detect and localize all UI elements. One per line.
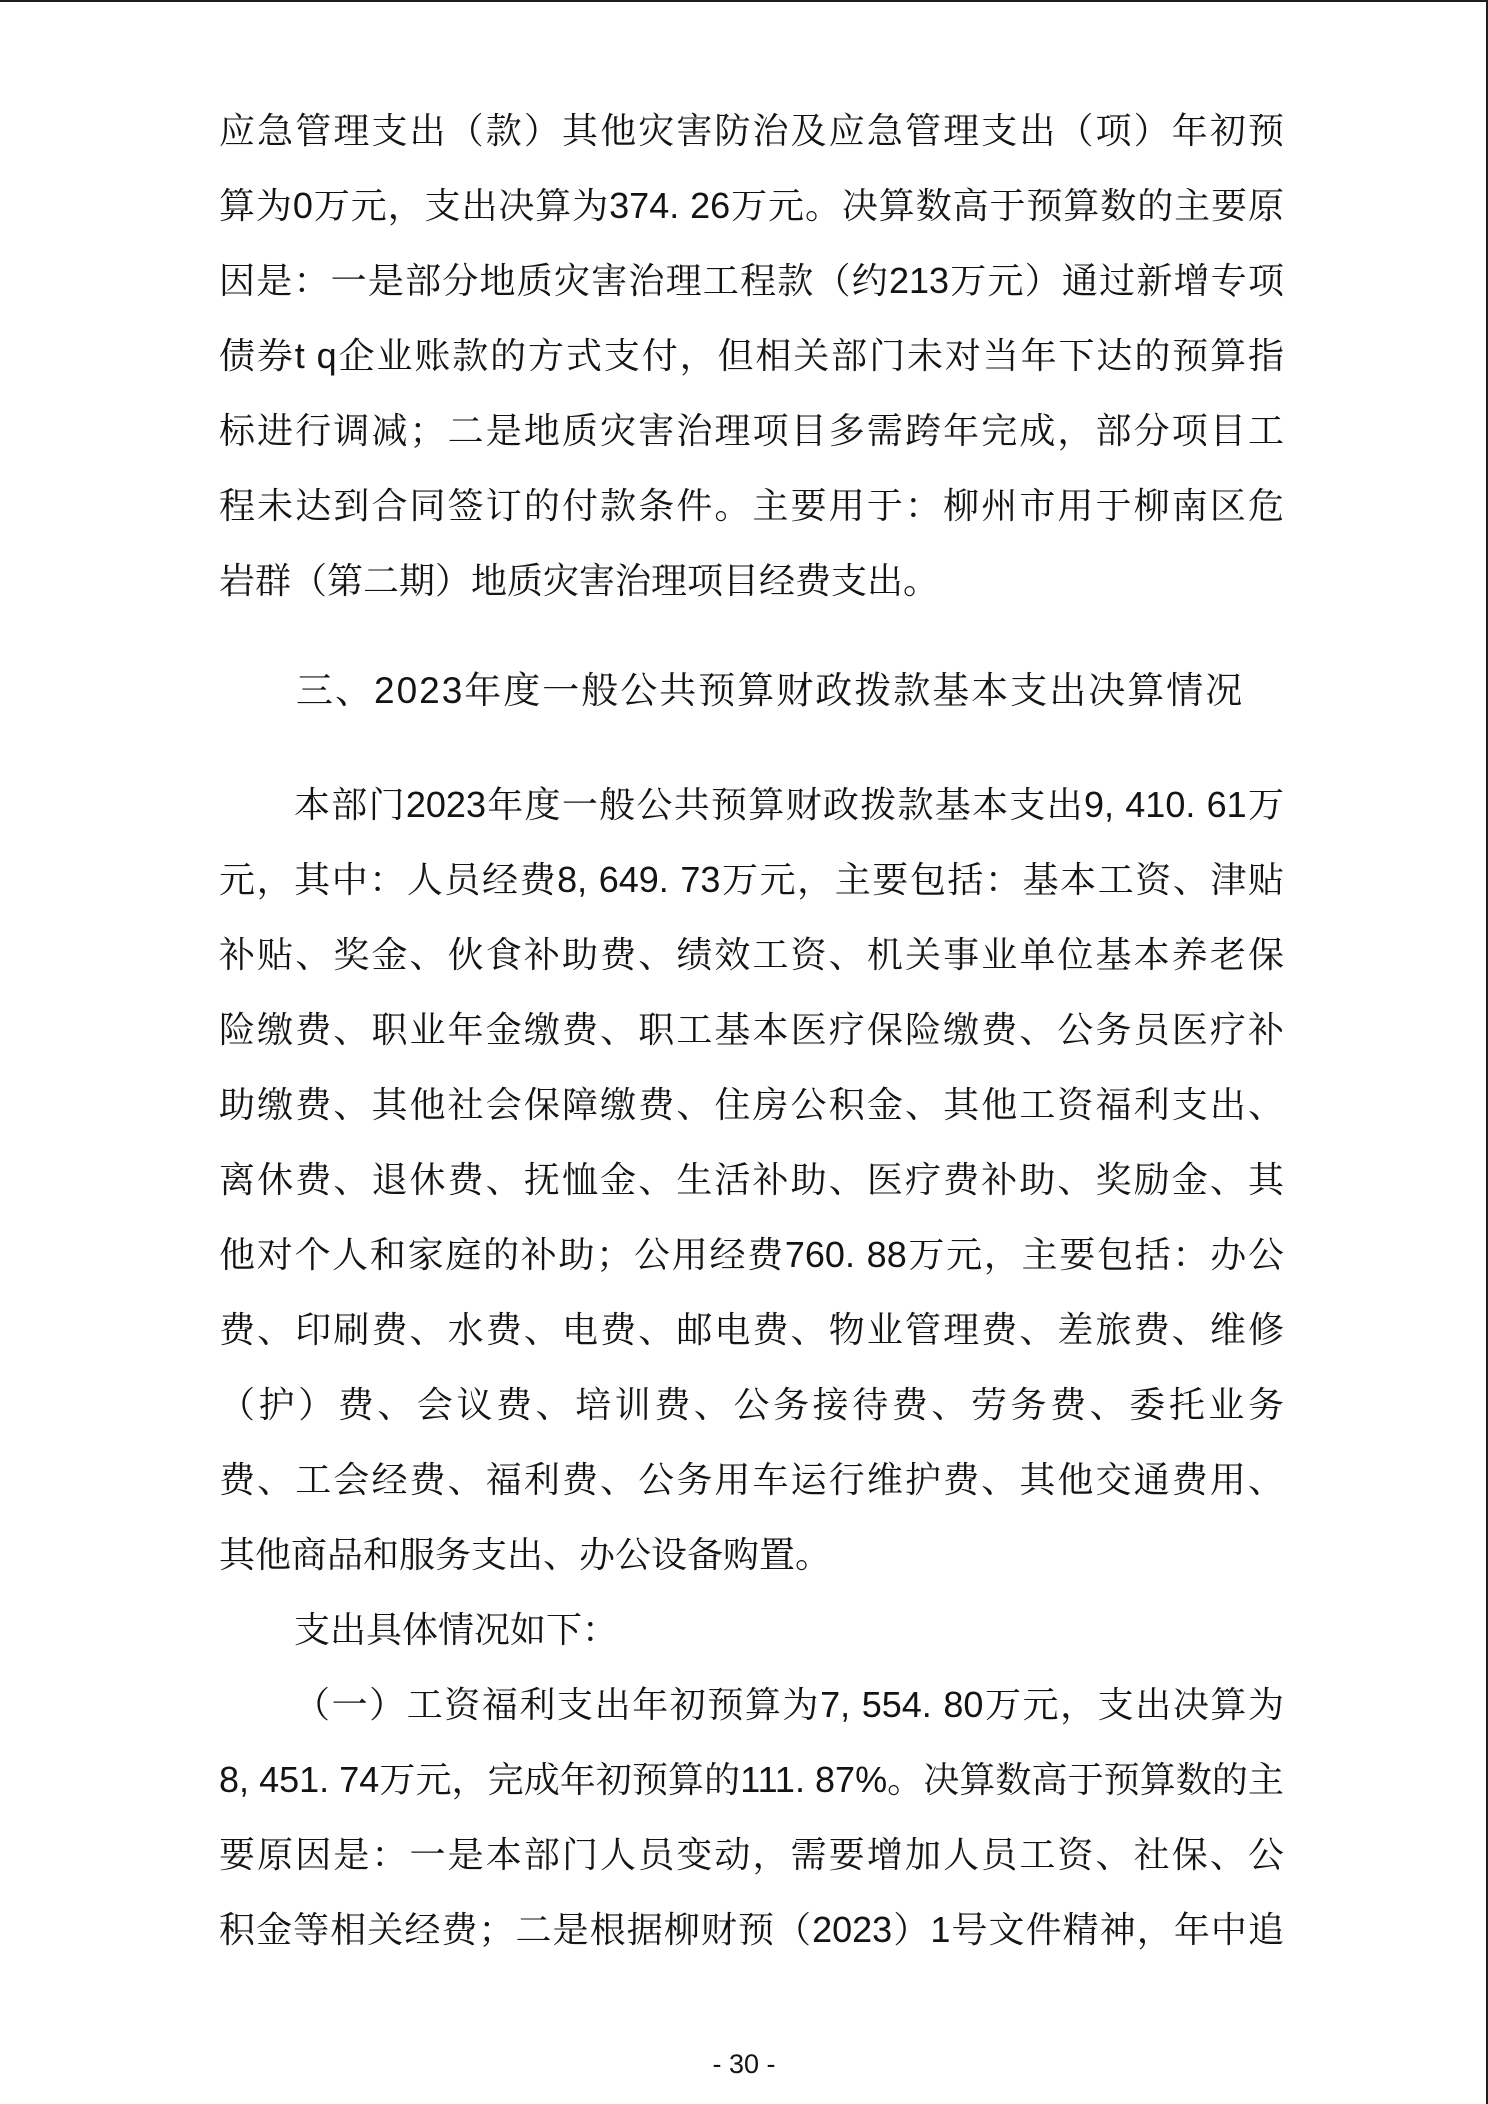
- paragraph: [219, 1592, 1284, 1667]
- text-line: 支出具体情况如下：: [294, 1609, 619, 1650]
- text-line: 本部门2023年度一般公共预算财政拨款基本支出9, 410. 61万: [294, 784, 1284, 825]
- text-line: 要原因是：一是本部门人员变动，需要增加人员工资、社保、公: [219, 1834, 1284, 1875]
- paragraph: [219, 767, 1284, 1592]
- text-line: 算为0万元，支出决算为374. 26万元。决算数高于预算数的主要原: [219, 185, 1284, 226]
- text-line: 债券t q企业账款的方式支付，但相关部门未对当年下达的预算指: [219, 335, 1284, 376]
- body-text: [219, 767, 1284, 1967]
- paragraph: [219, 93, 1284, 618]
- text-line: 他对个人和家庭的补助；公用经费760. 88万元，主要包括：办公: [219, 1234, 1284, 1275]
- paragraph: [219, 1667, 1284, 1967]
- page-number: - 30 -: [712, 2049, 776, 2079]
- text-line: 应急管理支出（款）其他灾害防治及应急管理支出（项）年初预: [219, 110, 1284, 151]
- text-line: （一）工资福利支出年初预算为7, 554. 80万元，支出决算为: [294, 1684, 1284, 1725]
- section-heading: 三、2023年度一般公共预算财政拨款基本支出决算情况: [296, 670, 1245, 711]
- text-line: 岩群（第二期）地质灾害治理项目经费支出。: [219, 560, 940, 601]
- text-line: 元，其中：人员经费8, 649. 73万元，主要包括：基本工资、津贴: [219, 859, 1284, 900]
- text-line: 因是：一是部分地质灾害治理工程款（约213万元）通过新增专项: [219, 260, 1284, 301]
- text-line: 标进行调减；二是地质灾害治理项目多需跨年完成，部分项目工: [219, 410, 1284, 451]
- text-line: 补贴、奖金、伙食补助费、绩效工资、机关事业单位基本养老保: [219, 934, 1284, 975]
- text-line: 费、工会经费、福利费、公务用车运行维护费、其他交通费用、: [219, 1459, 1284, 1500]
- text-line: 程未达到合同签订的付款条件。主要用于：柳州市用于柳南区危: [219, 485, 1284, 526]
- text-line: （护）费、会议费、培训费、公务接待费、劳务费、委托业务: [219, 1384, 1284, 1425]
- page-border-top: [0, 0, 1488, 2]
- text-line: 险缴费、职业年金缴费、职工基本医疗保险缴费、公务员医疗补: [219, 1009, 1284, 1050]
- text-line: 积金等相关经费；二是根据柳财预（2023）1号文件精神，年中追: [219, 1909, 1284, 1950]
- text-line: 费、印刷费、水费、电费、邮电费、物业管理费、差旅费、维修: [219, 1309, 1284, 1350]
- text-line: 助缴费、其他社会保障缴费、住房公积金、其他工资福利支出、: [219, 1084, 1284, 1125]
- text-line: 其他商品和服务支出、办公设备购置。: [219, 1534, 832, 1575]
- text-line: 离休费、退休费、抚恤金、生活补助、医疗费补助、奖励金、其: [219, 1159, 1284, 1200]
- text-line: 8, 451. 74万元，完成年初预算的111. 87%。决算数高于预算数的主: [219, 1759, 1284, 1800]
